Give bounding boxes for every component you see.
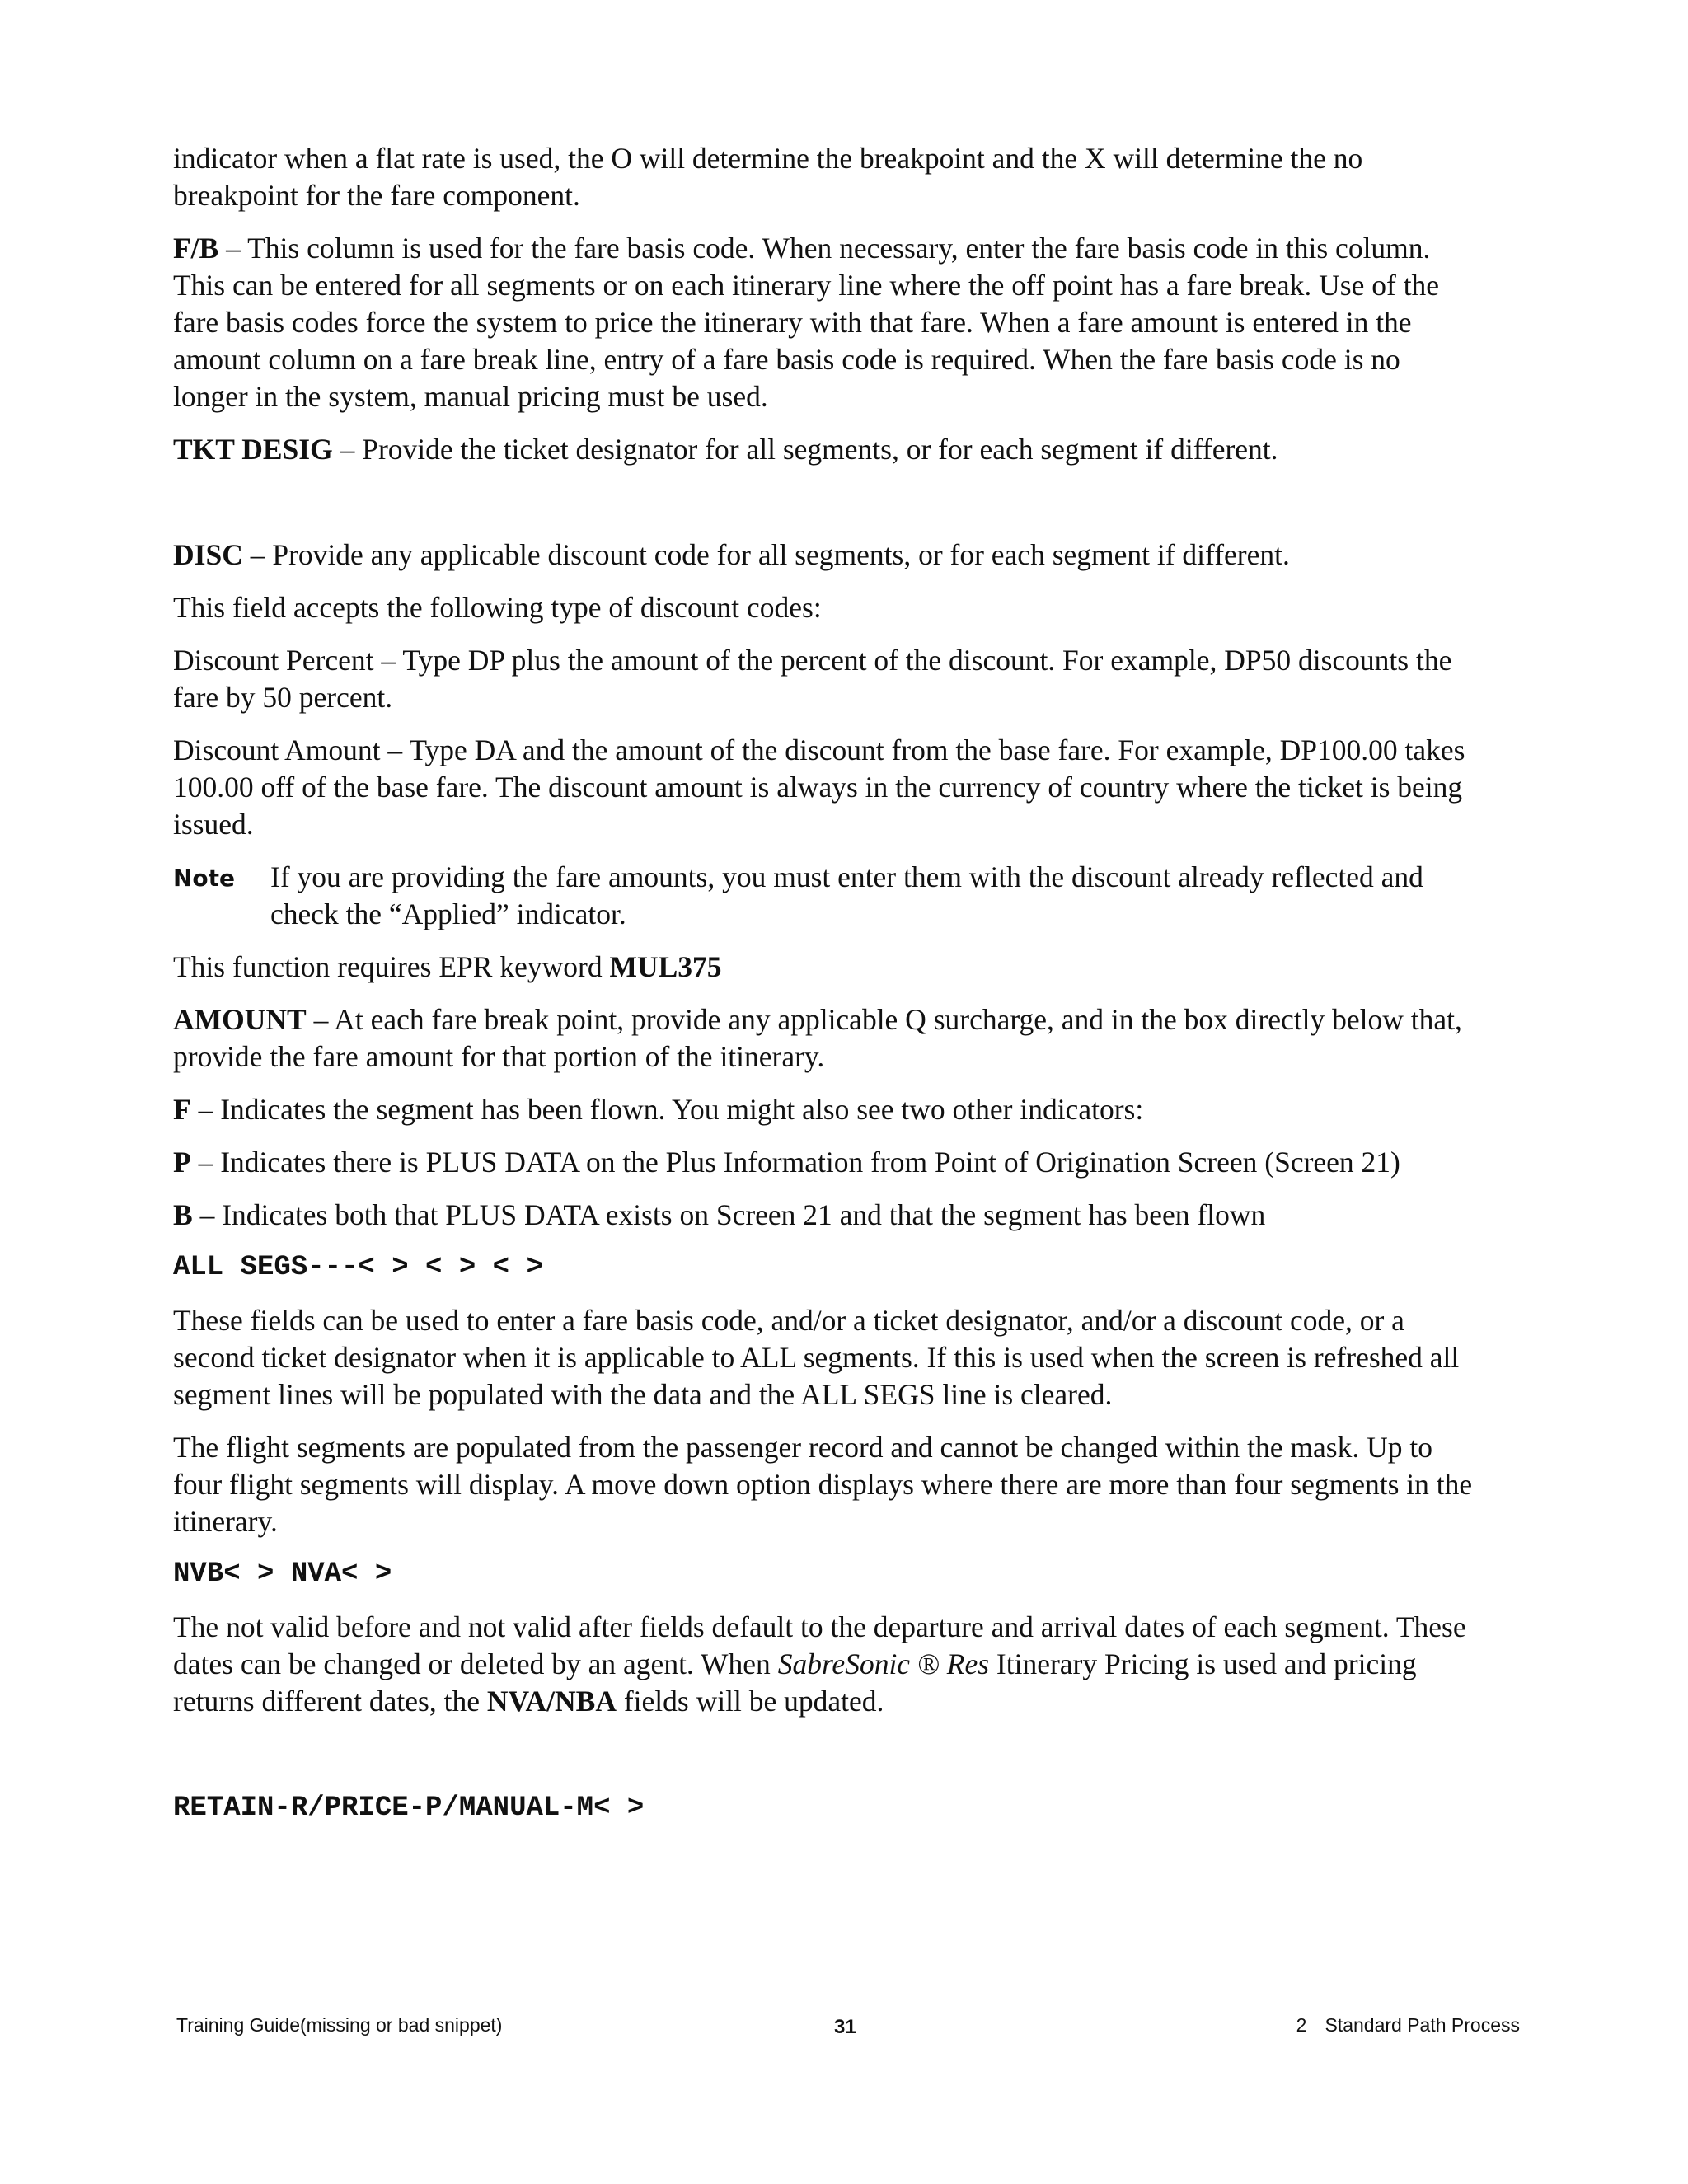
paragraph-b-indicator (173, 1197, 1475, 1234)
note-block (173, 859, 1475, 933)
f-description: – Indicates the segment has been flown. You might also see two other indicators: (190, 1093, 1144, 1126)
page-body (173, 140, 1475, 1843)
term-p: P (173, 1146, 191, 1179)
epr-keyword: MUL375 (609, 950, 722, 983)
code-retain-price-manual: RETAIN-R/PRICE-P/MANUAL-M< > (173, 1793, 645, 1824)
footer-guide-title: Training Guide(missing or bad snippet) (176, 2014, 503, 2036)
spacer (173, 1736, 1475, 1790)
note-text: If you are providing the fare amounts, you must enter them with the discount already reflected and check the “Applied” indicator. (270, 860, 1423, 930)
code-all-segs: ALL SEGS---< > < > < > (173, 1252, 543, 1283)
paragraph-fare-basis (173, 230, 1475, 415)
code-nvb-nva: NVB< > NVA< > (173, 1558, 392, 1590)
paragraph-disc (173, 537, 1475, 574)
b-description: – Indicates both that PLUS DATA exists on Screen 21 and that the segment has been flown (192, 1198, 1266, 1231)
nvb-text-1: The not valid before and not valid after fields default to the departure and arrival dates of each segment. These dates can be changed or deleted by an agent. When (173, 1610, 1466, 1680)
paragraph-epr (173, 949, 1475, 986)
term-fb: F/B (173, 232, 219, 265)
paragraph-discount-amount: Discount Amount – Type DA and the amount of the discount from the base fare. For example, DP100.00 takes 100.00 off of the base fare. The discount amount is always in the currency of country where the ticket is being issued. (173, 733, 1465, 841)
page-footer (0, 2014, 1688, 2047)
page-number: 31 (834, 2016, 856, 2038)
paragraph-p-indicator (173, 1144, 1475, 1181)
disc-description: – Provide any applicable discount code for all segments, or for each segment if different. (242, 538, 1290, 571)
paragraph-disc-types: This field accepts the following type of discount codes: (173, 591, 822, 624)
paragraph-flight-segments: The flight segments are populated from the passenger record and cannot be changed within the mask. Up to four flight segments will display. A move down option displays where there are more than four segments in the itinerary. (173, 1431, 1473, 1538)
term-f: F (173, 1093, 191, 1126)
term-b: B (173, 1198, 193, 1231)
spacer (173, 484, 1475, 537)
chapter-title: Standard Path Process (1325, 2014, 1520, 2036)
paragraph-discount-percent: Discount Percent – Type DP plus the amount of the percent of the discount. For example, DP50 discounts the fare by 50 percent. (173, 644, 1452, 714)
paragraph-f-indicator (173, 1091, 1475, 1128)
nva-nba-fields: NVA/NBA (486, 1685, 617, 1718)
p-description: – Indicates there is PLUS DATA on the Plus Information from Point of Origination Screen (Screen 21) (190, 1146, 1400, 1179)
nvb-text-2: Itinerary Pricing is used and pricing returns different dates, the (173, 1647, 1417, 1718)
term-tkt-desig: TKT DESIG (173, 433, 333, 466)
footer-chapter (1296, 2014, 1520, 2036)
paragraph-all-segs: These fields can be used to enter a fare basis code, and/or a ticket designator, and/or a discount code, or a second ticket designator when it is applicable to ALL segments. If this is used when the screen is refreshed all segment lines will be populated with the data and the ALL SEGS line is cleared. (173, 1304, 1460, 1411)
nvb-text-3: fields will be updated. (616, 1685, 884, 1718)
paragraph-indicator: indicator when a flat rate is used, the O will determine the breakpoint and the X will determine the no breakpoint for the fare component. (173, 142, 1363, 212)
chapter-number: 2 (1296, 2014, 1307, 2036)
note-label: Note (173, 865, 236, 892)
paragraph-amount (173, 1001, 1475, 1076)
epr-text: This function requires EPR keyword (173, 950, 610, 983)
term-disc: DISC (173, 538, 243, 571)
amount-description: – At each fare break point, provide any applicable Q surcharge, and in the box directly below that, provide the fare amount for that portion of the itinerary. (173, 1003, 1462, 1073)
paragraph-nvb-nva (173, 1609, 1475, 1720)
fb-description: – This column is used for the fare basis code. When necessary, enter the fare basis code in this column. This can be entered for all segments or on each itinerary line where the off point has a fare break. Use of the fare basis codes force the system to price the itinerary with that fare. When a fare amount is entered in the amount column on a fare break line, entry of a fare basis code is required. When the fare basis code is no longer in the system, manual pricing must be used. (173, 232, 1440, 413)
paragraph-tkt-desig (173, 431, 1475, 468)
term-amount: AMOUNT (173, 1003, 307, 1036)
product-name: SabreSonic ® Res (777, 1647, 990, 1680)
tkt-desig-description: – Provide the ticket designator for all segments, or for each segment if different. (332, 433, 1278, 466)
